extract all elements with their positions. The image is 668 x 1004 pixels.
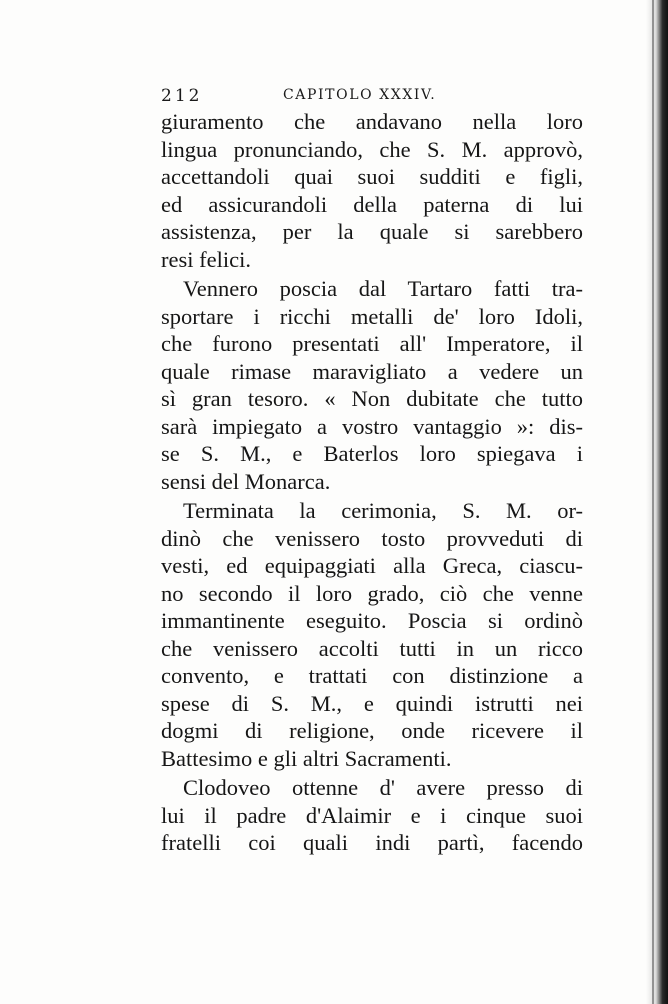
text-line: fratelli coi quali indi partì, facendo <box>161 830 583 855</box>
text-line: Clodoveo ottenne d' avere presso di <box>183 775 583 800</box>
paragraph <box>161 108 583 273</box>
text-line: quale rimase maravigliato a vedere un <box>161 358 583 384</box>
text-line: se S. M., e Baterlos loro spiegava i <box>161 441 583 466</box>
paragraph <box>161 275 583 495</box>
page-number: 212 <box>161 86 203 106</box>
paragraph <box>161 497 583 772</box>
text-line: sportare i ricchi metalli de' loro Idoli, <box>161 303 583 329</box>
text-line: resi felici. <box>161 246 251 272</box>
text-line: Terminata la cerimonia, S. M. or- <box>183 498 583 523</box>
text-line: immantinente eseguito. Poscia si ordinò <box>161 608 583 633</box>
text-line: accettandoli quai suoi sudditi e figli, <box>161 164 583 189</box>
text-line: convento, e trattati con distinzione a <box>161 663 583 688</box>
text-line: sensi del Monarca. <box>161 468 331 494</box>
text-line: no secondo il loro grado, ciò che venne <box>161 580 583 606</box>
text-line: Battesimo e gli altri Sacramenti. <box>161 745 452 771</box>
text-line: sarà impiegato a vostro vantaggio »: dis- <box>161 413 583 439</box>
text-line: dogmi di religione, onde ricevere il <box>161 718 583 743</box>
text-line: vesti, ed equipaggiati alla Greca, ciascu- <box>161 553 583 578</box>
page-edge-shadow <box>646 0 668 1004</box>
text-line: che venissero accolti tutti in un ricco <box>161 635 583 661</box>
text-line: assistenza, per la quale si sarebbero <box>161 219 583 244</box>
text-line: Vennero poscia dal Tartaro fatti tra- <box>183 276 583 301</box>
text-line: lui il padre d'Alaimir e i cinque suoi <box>161 802 583 828</box>
text-line: ed assicurandoli della paterna di lui <box>161 191 583 217</box>
text-line: dinò che venissero tosto provveduti di <box>161 525 583 551</box>
text-line: spese di S. M., e quindi istrutti nei <box>161 690 583 716</box>
body-text <box>161 108 583 857</box>
text-line: sì gran tesoro. « Non dubitate che tutto <box>161 386 583 411</box>
running-head: CAPITOLO XXXIV. <box>283 87 437 103</box>
page-header <box>161 86 581 108</box>
text-line: lingua pronunciando, che S. M. approvò, <box>161 136 583 162</box>
paragraph <box>161 774 583 857</box>
text-line: giuramento che andavano nella loro <box>161 109 583 134</box>
text-line: che furono presentati all' Imperatore, il <box>161 331 583 356</box>
